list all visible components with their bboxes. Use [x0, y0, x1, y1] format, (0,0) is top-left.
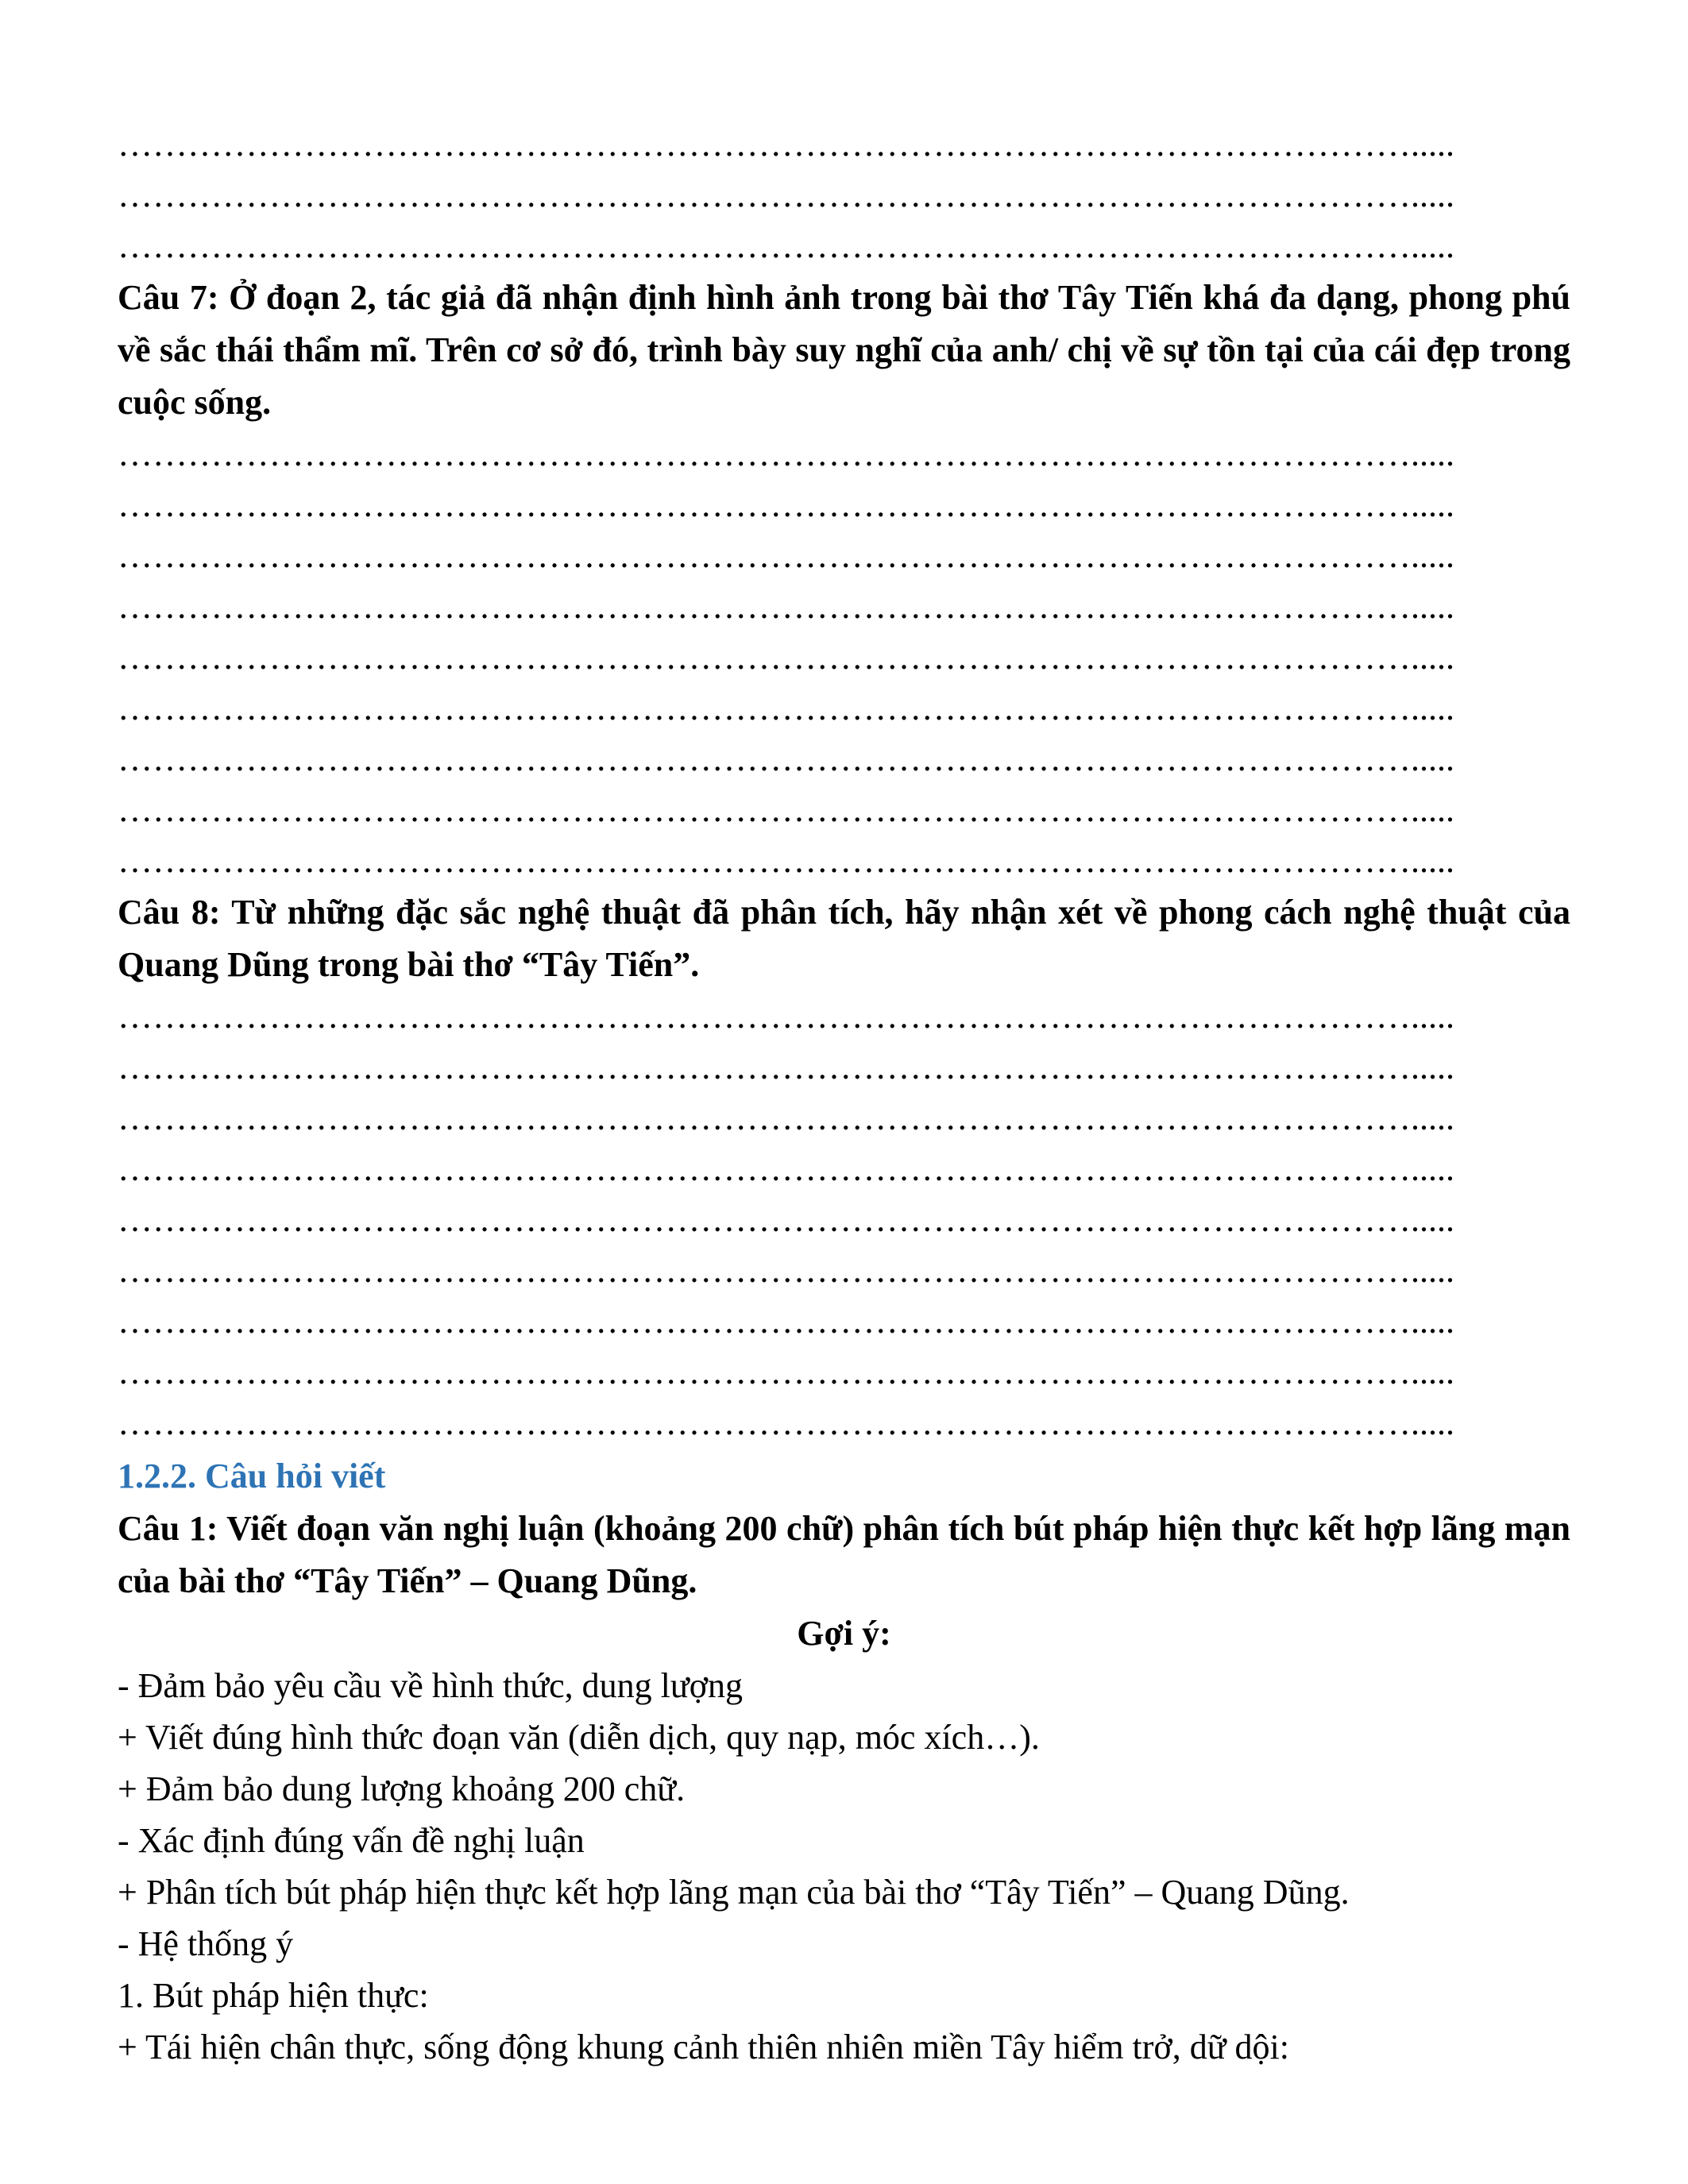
hint-title: Gợi ý:	[797, 1614, 891, 1653]
dotted-answer-line: ………………………………………………………………………………………………….....	[118, 997, 1454, 1036]
answer-lines-q7	[118, 429, 1570, 886]
dotted-answer-line: ………………………………………………………………………………………………….....	[118, 1352, 1454, 1391]
hint-line: - Hệ thống ý	[118, 1924, 294, 1963]
hint-line: 1. Bút pháp hiện thực:	[118, 1976, 429, 2015]
dotted-answer-line: ………………………………………………………………………………………………….....	[118, 1149, 1454, 1188]
dotted-answer-line: ………………………………………………………………………………………………….....	[118, 1302, 1454, 1341]
dotted-answer-line: ………………………………………………………………………………………………….....	[118, 1098, 1454, 1137]
dotted-answer-line: ………………………………………………………………………………………………….....	[118, 536, 1454, 575]
hint-line: + Phân tích bút pháp hiện thực kết hợp lãng mạn của bài thơ “Tây Tiến” – Quang Dũng.	[118, 1873, 1350, 1912]
dotted-answer-line: ………………………………………………………………………………………………….....	[118, 1403, 1454, 1442]
dotted-answer-line: ………………………………………………………………………………………………….....	[118, 485, 1454, 524]
question-7: Câu 7: Ở đoạn 2, tác giả đã nhận định hình ảnh trong bài thơ Tây Tiến khá đa dạng, phong phú về sắc thái thẩm mĩ. Trên cơ sở đó, trình bày suy nghĩ của anh/ chị về sự tồn tại của cái đẹp trong cuộc sống.	[118, 278, 1570, 422]
dotted-answer-line: ………………………………………………………………………………………………….....	[118, 226, 1454, 265]
dotted-answer-line: ………………………………………………………………………………………………….....	[118, 125, 1454, 164]
dotted-answer-line: ………………………………………………………………………………………………….....	[118, 841, 1454, 880]
dotted-answer-line: ………………………………………………………………………………………………….....	[118, 790, 1454, 829]
hint-list	[118, 1660, 1570, 2073]
hint-line: + Đảm bảo dung lượng khoảng 200 chữ.	[118, 1769, 686, 1808]
dotted-answer-line: ………………………………………………………………………………………………….....	[118, 689, 1454, 727]
writing-question-1: Câu 1: Viết đoạn văn nghị luận (khoảng 200 chữ) phân tích bút pháp hiện thực kết hợp lãng mạn của bài thơ “Tây Tiến” – Quang Dũng.	[118, 1509, 1570, 1600]
dotted-answer-line: ………………………………………………………………………………………………….....	[118, 1200, 1454, 1239]
dotted-answer-line: ………………………………………………………………………………………………….....	[118, 434, 1454, 473]
answer-lines-top	[118, 119, 1570, 272]
dotted-answer-line: ………………………………………………………………………………………………….....	[118, 638, 1454, 677]
dotted-answer-line: ………………………………………………………………………………………………….....	[118, 739, 1454, 778]
dotted-answer-line: ………………………………………………………………………………………………….....	[118, 176, 1454, 214]
dotted-answer-line: ………………………………………………………………………………………………….....	[118, 1048, 1454, 1086]
dotted-answer-line: ………………………………………………………………………………………………….....	[118, 1251, 1454, 1290]
hint-line: - Đảm bảo yêu cầu về hình thức, dung lượng	[118, 1666, 743, 1705]
question-8: Câu 8: Từ những đặc sắc nghệ thuật đã phân tích, hãy nhận xét về phong cách nghệ thuật của Quang Dũng trong bài thơ “Tây Tiến”.	[118, 893, 1570, 984]
hint-line: + Tái hiện chân thực, sống động khung cảnh thiên nhiên miền Tây hiểm trở, dữ dội:	[118, 2028, 1289, 2066]
section-heading: 1.2.2. Câu hỏi viết	[118, 1457, 386, 1495]
answer-lines-q8	[118, 991, 1570, 1449]
hint-line: - Xác định đúng vấn đề nghị luận	[118, 1821, 585, 1860]
hint-line: + Viết đúng hình thức đoạn văn (diễn dịch, quy nạp, móc xích…).	[118, 1718, 1040, 1757]
dotted-answer-line: ………………………………………………………………………………………………….....	[118, 587, 1454, 626]
